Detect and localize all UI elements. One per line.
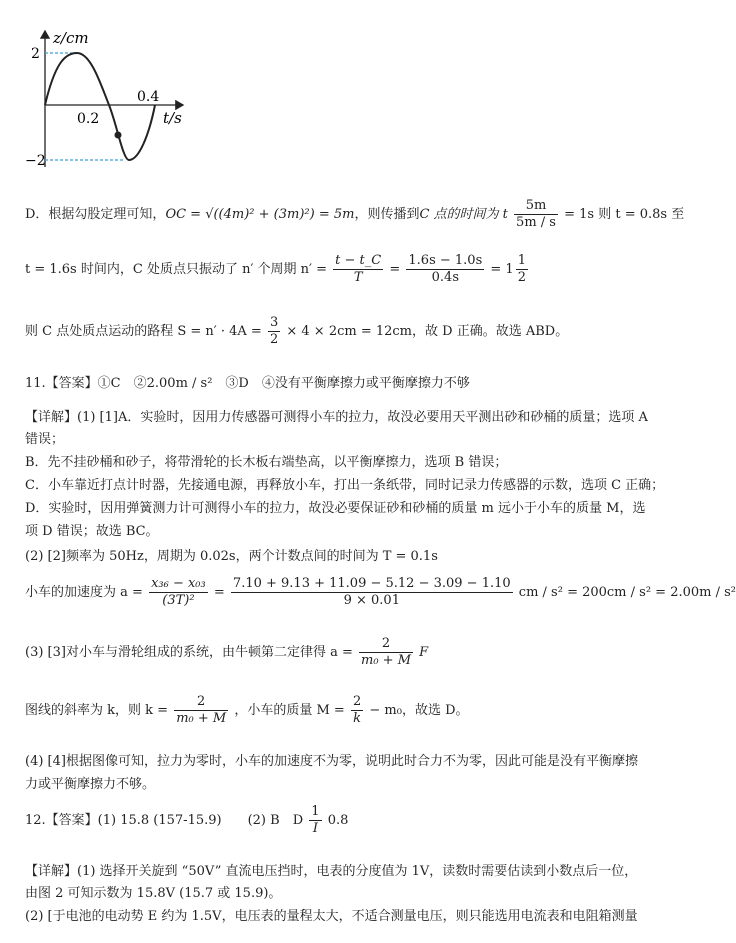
- q12-detail-2: 由图 2 可知示数为 15.8V (15.7 或 15.9)。: [25, 886, 282, 901]
- graph-ylabel: z/cm: [53, 29, 89, 47]
- tick-02: 0.2: [77, 111, 100, 127]
- q11-detail-6: 项 D 错误；故选 BC。: [25, 524, 159, 539]
- fraction: $\frac{2}{\text{m₀ + M}}$: [176, 694, 227, 726]
- q11-detail-7: (2) [2]频率为 50Hz，周期为 0.02s，两个计数点间的时间为 T = 0.1s: [25, 549, 438, 564]
- q11-detail-5: D．实验时，因用弹簧测力计可测得小车的拉力，故没必要保证砂和砂桶的质量 m 远小于小车的质量 M，选: [25, 501, 646, 516]
- slope-formula: 图线的斜率为 k，则 k = $\frac{2}{\text{m₀ + M}}$ ，小车的质量 M = $\frac{2}{k}$ − m₀，故选 D。: [25, 694, 469, 726]
- q11-detail-8: (4) [4]根据图像可知，拉力为零时，小车的加速度不为零，说明此时合力不为零，因此可能是没有平衡摩擦: [25, 754, 638, 769]
- q11-answer: 11.【答案】①C ②2.00m / s² ③D ④没有平衡摩擦力或平衡摩擦力不够: [25, 376, 470, 391]
- point-c: [115, 132, 122, 139]
- fraction: $\frac{1}{I}$: [311, 804, 320, 836]
- part-d-line-2: t = 1.6s 时间内，C 处质点只振动了 n′ 个周期 n′ = $\frac{t - t\_C}{T}$ = $\frac{1.6s - 1.0s}{0.4s}$ = 1 $\frac{1}{2}$: [25, 253, 526, 285]
- part-d-line-1: D．根据勾股定理可知，OC = √((4m)² + (3m)²) = 5m，则传播到C 点的时间为 t $\frac{5m}{5m / s}$ = 1s 则 t = 0.8s 至: [25, 198, 685, 230]
- tick-y-bottom: −2: [25, 153, 46, 169]
- sine-curve: [45, 53, 155, 160]
- fraction: $\frac{1}{2}$: [517, 253, 526, 285]
- q11-detail-3: B．先不挂砂桶和砂子，将带滑轮的长木板右端垫高，以平衡摩擦力，选项 B 错误；: [25, 455, 508, 470]
- fraction: $\frac{2}{k}$: [352, 694, 362, 726]
- q11-detail-2: 错误；: [25, 432, 65, 447]
- fraction: $\frac{\text{x₃₆ − x₀₃}}{\text{(3T)²}}$: [151, 576, 206, 608]
- graph-xlabel: t/s: [163, 109, 182, 127]
- fraction: $\frac{7.10 + 9.13 + 11.09 - 5.12 - 3.09 - 1.10}{9 \times 0.01}$: [232, 576, 511, 608]
- newton-formula: (3) [3]对小车与滑轮组成的系统，由牛顿第二定律得 a = $\frac{2}{\text{m₀ + M}}$ F: [25, 636, 429, 668]
- q11-detail-1: 【详解】(1) [1]A．实验时，因用力传感器可测得小车的拉力，故没必要用天平测出砂和砂桶的质量；选项 A: [25, 410, 648, 425]
- q11-detail-9: 力或平衡摩擦力不够。: [25, 777, 156, 792]
- part-d-line-3: 则 C 点处质点运动的路程 S = n′ · 4A = $\frac{3}{2}$ × 4 × 2cm = 12cm，故 D 正确。故选 ABD。: [25, 315, 569, 347]
- fraction: $\frac{3}{2}$: [269, 315, 279, 347]
- q11-detail-4: C．小车靠近打点计时器，先接通电源，再释放小车，打出一条纸带，同时记录力传感器的示数，选项 C 正确；: [25, 478, 665, 493]
- tick-04: 0.4: [137, 89, 160, 105]
- tick-y-top: 2: [31, 46, 40, 62]
- fraction: $\frac{1.6s - 1.0s}{0.4s}$: [408, 253, 483, 285]
- q12-detail-3: (2) [于电池的电动势 E 约为 1.5V，电压表的量程太大，不适合测量电压，则只能选用电流表和电阻箱测量: [25, 909, 638, 924]
- displacement-time-graph: [25, 25, 195, 175]
- q12-answer: 12.【答案】(1) 15.8 (157-15.9) (2) B D $\frac{1}{I}$ 0.8: [25, 804, 349, 836]
- fraction: $\frac{t - t\_C}{T}$: [335, 253, 382, 285]
- acceleration-formula: 小车的加速度为 a = $\frac{\text{x₃₆ − x₀₃}}{\text{(3T)²}}$ = $\frac{7.10 + 9.13 + 11.09 - 5.12 - 3.09 - 1.10}{9 \times 0.01}$ cm / s² = 200cm / s² = 2.00m / s²: [25, 576, 736, 608]
- fraction: $\frac{2}{\text{m₀ + M}}$: [361, 636, 412, 668]
- q12-detail-1: 【详解】(1) 选择开关旋到 “50V” 直流电压挡时，电表的分度值为 1V，读数时需要估读到小数点后一位，: [25, 864, 638, 879]
- fraction: $\frac{5m}{5m / s}$: [516, 198, 556, 230]
